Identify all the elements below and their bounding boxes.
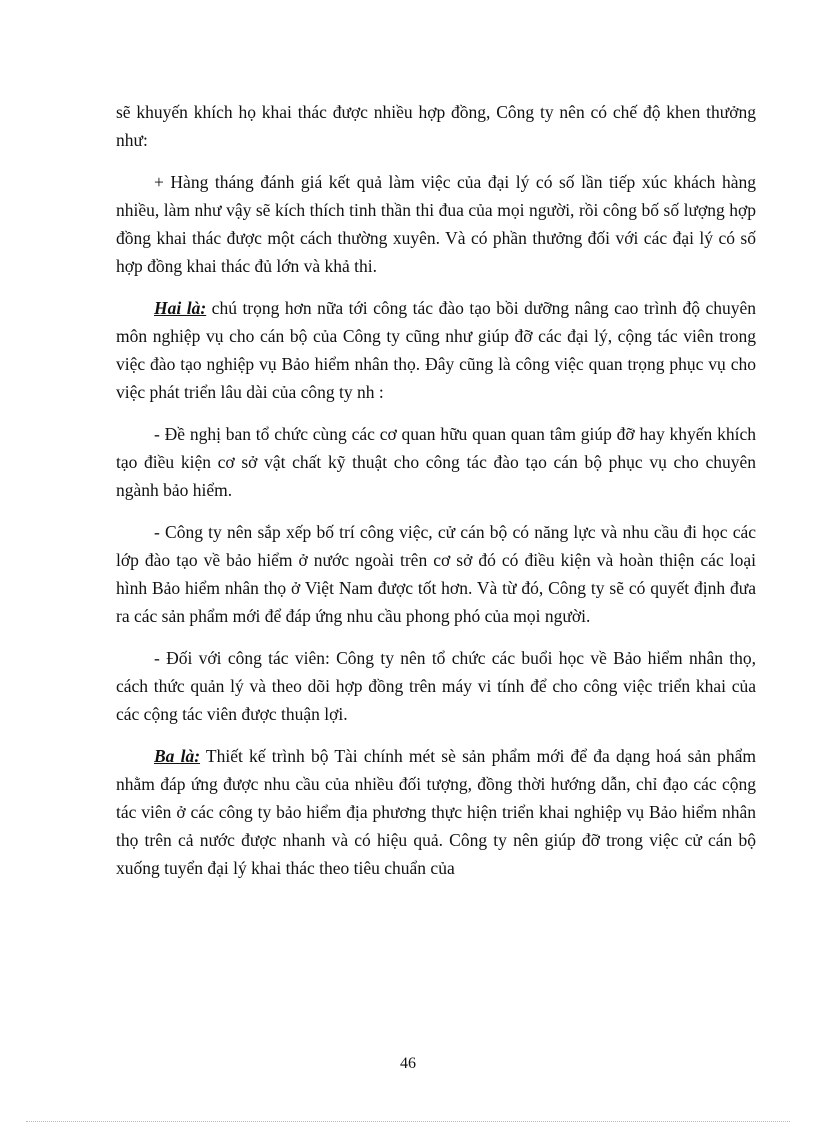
paragraph: [116, 98, 756, 154]
paragraph: [116, 644, 756, 728]
paragraph: [116, 518, 756, 630]
paragraph: [116, 168, 756, 280]
paragraph: [116, 294, 756, 406]
paragraph-text: - Đối với công tác viên: Công ty nên tổ chức các buổi học về Bảo hiểm nhân thọ, cách thức quản lý và theo dõi hợp đồng trên máy vi tính để cho công việc triển khai của các cộng tác viên được thuận lợi.: [116, 648, 756, 724]
paragraph-text: - Công ty nên sắp xếp bố trí công việc, cử cán bộ có năng lực và nhu cầu đi học các lớp đào tạo về bảo hiểm ở nước ngoài trên cơ sở đó có điều kiện và hoàn thiện các loại hình Bảo hiểm nhân thọ ở Việt Nam được tốt hơn. Và từ đó, Công ty sẽ có quyết định đưa ra các sản phẩm mới để đáp ứng nhu cầu phong phó của mọi người.: [116, 522, 756, 626]
page-bottom-divider: [26, 1121, 790, 1122]
paragraph-text: chú trọng hơn nữa tới công tác đào tạo bồi dưỡng nâng cao trình độ chuyên môn nghiệp vụ cho cán bộ của Công ty cũng như giúp đỡ các đại lý, cộng tác viên trong việc đào tạo nghiệp vụ Bảo hiểm nhân thọ. Đây cũng là công việc quan trọng phục vụ cho việc phát triển lâu dài của công ty nh :: [116, 298, 756, 402]
paragraph-text: Thiết kế trình bộ Tài chính mét sè sản phẩm mới để đa dạng hoá sản phẩm nhằm đáp ứng được nhu cầu của nhiều đối tượng, đồng thời hướng dẫn, chỉ đạo các cộng tác viên ở các công ty bảo hiểm địa phương thực hiện triển khai nghiệp vụ Bảo hiểm nhân thọ trên cả nước được nhanh và có hiệu quả. Công ty nên giúp đỡ trong việc cử cán bộ xuống tuyển đại lý khai thác theo tiêu chuẩn của: [116, 746, 756, 878]
paragraph: [116, 742, 756, 882]
section-heading: Ba là:: [154, 746, 201, 766]
page-number: 46: [400, 1055, 416, 1072]
section-heading: Hai là:: [154, 298, 207, 318]
paragraph: [116, 420, 756, 504]
paragraph-text: - Đề nghị ban tổ chức cùng các cơ quan hữu quan quan tâm giúp đỡ hay khyến khích tạo điều kiện cơ sở vật chất kỹ thuật cho công tác đào tạo cán bộ phục vụ cho chuyên ngành bảo hiểm.: [116, 424, 756, 500]
page-body: [116, 98, 756, 896]
paragraph-text: + Hàng tháng đánh giá kết quả làm việc của đại lý có số lần tiếp xúc khách hàng nhiều, làm như vậy sẽ kích thích tinh thần thi đua của mọi người, rồi công bố số lượng hợp đồng khai thác được một cách thường xuyên. Và có phần thưởng đối với các đại lý có số hợp đồng khai thác đủ lớn và khả thi.: [116, 172, 756, 276]
paragraph-text: sẽ khuyến khích họ khai thác được nhiều hợp đồng, Công ty nên có chế độ khen thưởng như:: [116, 102, 756, 150]
